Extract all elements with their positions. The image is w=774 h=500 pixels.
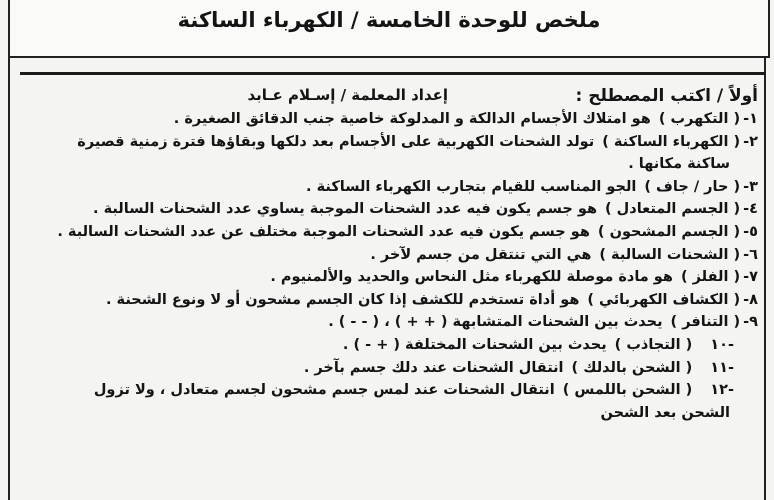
- term-item: [22, 108, 758, 131]
- item-term: ( الشحنات السالبة ): [599, 246, 741, 263]
- item-definition: تولد الشحنات الكهربية على الأجسام بعد دلكها وبقاؤها فترة زمنية قصيرة: [77, 133, 595, 150]
- item-continuation: الشحن بعد الشحن: [600, 404, 730, 421]
- item-term: ( حار / جاف ): [644, 178, 741, 195]
- item-number: -١١: [710, 359, 734, 376]
- item-number: -١٠: [710, 336, 734, 353]
- frame-border-left: [8, 56, 10, 500]
- item-term: ( الشحن باللمس ): [562, 382, 693, 399]
- item-definition: هي التي تنتقل من جسم لآخر .: [370, 246, 592, 263]
- item-definition: هو جسم يكون فيه عدد الشحنات الموجبة مختلف عن عدد الشحنات السالبة .: [57, 223, 590, 240]
- item-definition: انتقال الشحنات عند لمس جسم مشحون لجسم متعادل ، ولا تزول: [93, 382, 555, 399]
- item-number: ٥-: [743, 223, 758, 240]
- item-term: ( التنافر ): [670, 314, 741, 331]
- title-box: [8, 0, 770, 58]
- item-definition: هو امتلاك الأجسام الدالكة و المدلوكة خاصية جنب الدقائق الصغيرة .: [173, 111, 651, 127]
- term-item: [22, 198, 758, 221]
- term-item: [22, 379, 758, 402]
- item-definition: هو أداة تستخدم للكشف إذا كان الجسم مشحون أو لا ونوع الشحنة .: [105, 291, 580, 308]
- item-definition: هو مادة موصلة للكهرباء مثل النحاس والحديد والألمنيوم .: [270, 269, 673, 286]
- item-definition: الجو المناسب للقيام بتجارب الكهرباء الساكنة .: [306, 178, 637, 195]
- term-item: [22, 244, 758, 267]
- item-term: ( الكهرباء الساكنة ): [602, 133, 741, 150]
- item-definition: يحدث بين الشحنات المختلفة ( + - ) .: [342, 336, 607, 353]
- item-number: ١-: [743, 111, 758, 127]
- term-list: [22, 108, 758, 424]
- header-divider: [20, 72, 766, 75]
- item-term: ( التجاذب ): [614, 336, 693, 353]
- item-continuation: ساكنة مكانها .: [628, 156, 730, 173]
- item-term: ( الفلز ): [680, 269, 741, 286]
- item-term: ( الجسم المشحون ): [597, 223, 741, 240]
- term-item: [22, 334, 758, 357]
- term-item: [22, 266, 758, 289]
- item-definition: هو جسم يكون فيه عدد الشحنات الموجبة يساوي عدد الشحنات السالبة .: [93, 201, 597, 218]
- author-credit: إعداد المعلمة / إسـلام عـابد: [247, 86, 448, 104]
- page-title: ملخص للوحدة الخامسة / الكهرباء الساكنة: [177, 8, 601, 32]
- term-item: [22, 176, 758, 199]
- term-item: [22, 357, 758, 380]
- term-item: [22, 311, 758, 334]
- item-number: ٨-: [743, 291, 758, 308]
- item-number: ٧-: [743, 269, 758, 286]
- section-header-row: [22, 84, 758, 108]
- item-number: ٦-: [743, 246, 758, 263]
- item-number: ٣-: [743, 178, 758, 195]
- item-number: ٢-: [743, 133, 758, 150]
- term-item: [22, 289, 758, 312]
- item-term: ( الكشاف الكهربائي ): [587, 291, 741, 308]
- section-heading: أولاً / اكتب المصطلح :: [575, 86, 758, 106]
- worksheet-content: [22, 84, 758, 424]
- item-term: ( التكهرب ): [658, 111, 741, 127]
- item-number: -١٢: [710, 382, 734, 399]
- term-item: [22, 221, 758, 244]
- frame-border-right: [764, 56, 766, 500]
- item-number: ٤-: [743, 201, 758, 218]
- item-term: ( الشحن بالدلك ): [571, 359, 693, 376]
- item-definition: انتقال الشحنات عند دلك جسم بآخر .: [303, 359, 564, 376]
- item-term: ( الجسم المتعادل ): [605, 201, 741, 218]
- item-definition: يحدث بين الشحنات المتشابهة ( + + ) ، ( - - ) .: [328, 314, 663, 331]
- term-item: [22, 131, 758, 154]
- item-number: ٩-: [743, 314, 758, 331]
